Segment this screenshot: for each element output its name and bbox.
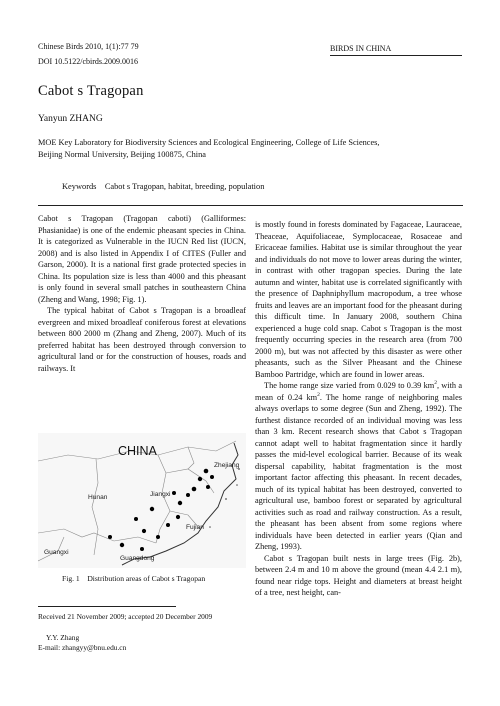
boundary-hunan-east: [92, 459, 98, 555]
article-title: Cabot s Tragopan: [38, 83, 144, 99]
affiliation-line-1: MOE Key Laboratory for Biodiversity Sciences and Ecological Engineering, College of Life Sciences,: [38, 138, 380, 147]
label-fujian: Fujian: [186, 524, 204, 531]
section-rule: [330, 55, 462, 56]
footnote-rule: [38, 606, 176, 607]
island-4: [209, 526, 211, 528]
received-dates: Received 21 November 2009; accepted 20 December 2009: [38, 612, 213, 621]
journal-citation: Chinese Birds 2010, 1(1):77 79: [38, 42, 139, 51]
contact-name: Y.Y. Zhang: [46, 633, 80, 642]
distribution-point: [108, 535, 112, 539]
home-range-text-3: . The home range of neighboring males always overlaps to some degree (Sun and Zheng, 1992). The furthest distance recorded of an individual moving was less than 3 km. Recent research shows that Cabot s Tragopan cannot adapt well to habitat fragmentation since it hardly passes the mid-level ecological barrier. Because of its weak dispersal capability, habitat fragmentation is the most important factor affecting this pheasant. In recent decades, much of its typical habitat has been destroyed, converted to agricultural use, bamboo forest or separated by agricultural activities such as road and railway construction. As a result, the pheasant has been absent from some regions where individuals have been detected in earlier years (Qian and Zheng, 1993).: [255, 392, 462, 551]
island-3: [225, 498, 227, 500]
paragraph-home-range: [255, 380, 462, 553]
distribution-point: [178, 501, 182, 505]
distribution-point: [142, 529, 146, 533]
section-label: BIRDS IN CHINA: [330, 44, 392, 53]
distribution-point: [176, 515, 180, 519]
map-figure: [38, 433, 246, 568]
distribution-point: [206, 485, 210, 489]
island-2: [236, 484, 238, 486]
figure-caption: Fig. 1 Distribution areas of Cabot s Tragopan: [62, 574, 206, 583]
distribution-point: [120, 543, 124, 547]
paragraph-nests: Cabot s Tragopan built nests in large trees (Fig. 2b), between 2.4 m and 10 m above the ground (mean 4.4 2.1 m), found near ridge tops. Height and diameters at breast height of a tree, nest height, can-: [255, 553, 462, 597]
label-hunan: Hunan: [88, 494, 108, 501]
doi: DOI 10.5122/cbirds.2009.0016: [38, 57, 138, 66]
label-jiangxi: Jiangxi: [150, 491, 171, 498]
keywords-text: Cabot s Tragopan, habitat, breeding, population: [104, 182, 265, 191]
distribution-point: [186, 493, 190, 497]
boundary-jiangxi-east: [156, 455, 170, 543]
label-china: CHINA: [118, 444, 157, 458]
keywords-label: Keywords: [62, 182, 97, 191]
distribution-point: [166, 523, 170, 527]
superscript-1: 2: [434, 380, 437, 387]
label-guangdong: Guangdong: [120, 555, 155, 562]
left-column: [38, 213, 246, 374]
paragraph-forest-use: is mostly found in forests dominated by Fagaceae, Lauraceae, Theaceae, Aquifoliaceae, Symplocaceae, Rosaceae and Ericaceae families. Habitat use is similar throughout the year and individuals do not move to lower areas during the winter, in contrast with other tragopan species. During the late autumn and winter, habitat use is correlated significantly with the presence of Daphniphyllum macropodum, a tree whose fruits and leaves are an important food for the pheasant during this difficult time. In January 2008, southern China experienced a huge cold snap. Cabot s Tragopan is the most frequently occurring species in the research area (from 700 2000 m), but was not affected by this disaster as were other pheasants, such as the Silver Pheasant and the Chinese Bamboo Partridge, which are found in lower areas.: [255, 220, 462, 379]
distribution-point: [204, 469, 209, 474]
distribution-point: [210, 475, 214, 479]
distribution-point: [192, 487, 197, 492]
distribution-point: [198, 477, 202, 481]
distribution-point: [134, 517, 138, 521]
distribution-point: [156, 535, 160, 539]
author-name: Yanyun ZHANG: [38, 114, 103, 124]
keywords-line: [62, 182, 264, 191]
label-zhejiang: Zhejiang: [214, 462, 240, 469]
distribution-point: [150, 507, 154, 511]
distribution-point: [140, 547, 144, 551]
abstract-divider: [38, 205, 463, 206]
right-column: [255, 219, 462, 599]
superscript-2: 2: [317, 391, 320, 398]
paragraph-habitat: The typical habitat of Cabot s Tragopan is a broadleaf evergreen and mixed broadleaf coniferous forest at elevations between 800 2000 m (Zhang and Zheng, 2007). Much of its preferred habitat has been destroyed through conversion to agricultural land or for the construction of houses, roads and railways. It: [38, 306, 246, 373]
home-range-text-2: , with a mean of 0.24 km: [255, 381, 463, 402]
boundary-zhejiang-west: [188, 447, 194, 469]
paragraph-intro: Cabot s Tragopan (Tragopan caboti) (Galliformes: Phasianidae) is one of the endemic pheasant species in China. It is categorized as Vulnerable in the IUCN Red list (IUCN, 2008) and is also listed in Appendix I of CITES (Fuller and Garson, 2000). It is a national first grade protected species in China. Its population size is less than 4000 and this pheasant is only found in several small patches in southeastern China (Zheng and Wang, 1998; Fig. 1).: [38, 214, 246, 304]
label-guangxi: Guangxi: [44, 549, 69, 556]
home-range-text-1: The home range size varied from 0.029 to 0.39 km: [264, 381, 435, 390]
distribution-point: [172, 491, 176, 495]
affiliation-line-2: Beijing Normal University, Beijing 100875, China: [38, 150, 206, 159]
contact-email: E-mail: zhangyy@bnu.edu.cn: [38, 643, 127, 652]
distribution-map: [38, 433, 246, 568]
